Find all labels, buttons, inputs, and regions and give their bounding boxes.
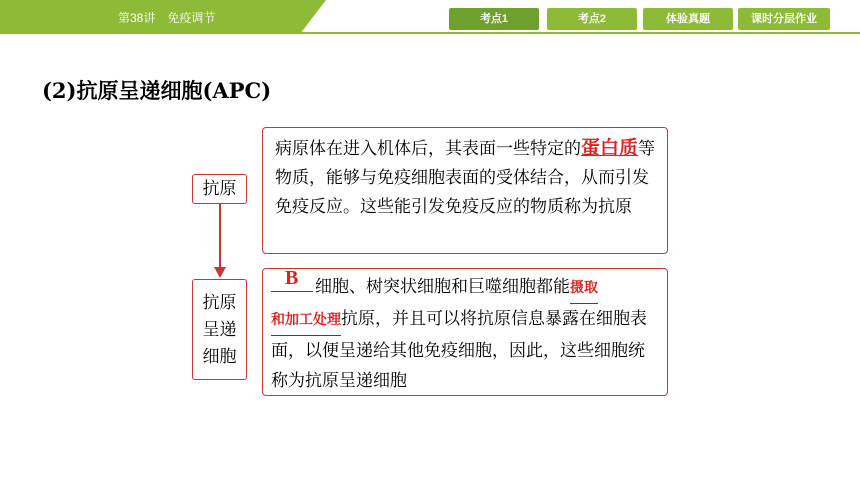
tab-homework[interactable]: 课时分层作业 — [738, 8, 830, 30]
answer-protein: 蛋白质 — [581, 137, 639, 159]
tab-real-exam[interactable]: 体验真题 — [643, 8, 733, 30]
apc-label-line-2: 呈递 — [202, 320, 237, 340]
apc-text-2: 抗原，并且可以将抗原信息暴露在细胞表面，以便呈递给其他免疫细胞，因此，这些细胞统称为抗原呈递细胞 — [271, 309, 647, 391]
tab-kaodian-1[interactable]: 考点1 — [449, 8, 539, 30]
apc-label-line-1: 抗原 — [202, 293, 237, 313]
header-divider — [300, 32, 860, 34]
section-heading: (2)抗原呈递细胞(APC) — [42, 78, 272, 103]
chapter-title: 第38讲 免疫调节 — [118, 11, 216, 25]
answer-b: B — [285, 267, 299, 289]
antigen-label-box: 抗原 — [192, 174, 247, 204]
apc-text-1: 细胞、树突状细胞和巨噬细胞都能 — [315, 277, 570, 297]
apc-definition-box — [262, 268, 668, 396]
answer-uptake: 摄取 — [570, 273, 598, 304]
antigen-text-before: 病原体在进入机体后，其表面一些特定的 — [275, 139, 581, 159]
arrow-down-icon — [214, 267, 226, 278]
apc-label-line-3: 细胞 — [202, 347, 237, 367]
blank-b-cell — [271, 267, 313, 292]
apc-label-box — [192, 279, 247, 380]
answer-process: 和加工处理 — [271, 305, 341, 336]
arrow-line — [219, 204, 221, 269]
antigen-text-after: 等物质，能够与免疫细胞表面的受体结合，从而引发免疫反应。这些能引发免疫反应的物质称为抗原 — [275, 139, 656, 217]
tab-kaodian-2[interactable]: 考点2 — [547, 8, 637, 30]
antigen-definition-box — [262, 127, 668, 254]
